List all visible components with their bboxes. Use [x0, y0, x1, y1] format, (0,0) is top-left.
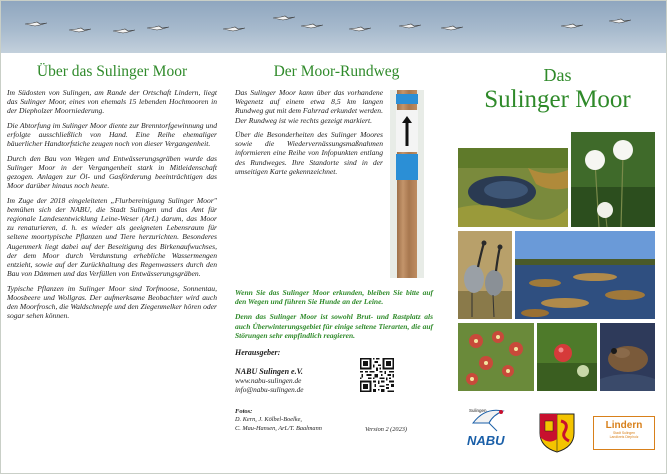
stay-on-paths-note: Wenn Sie das Sulinger Moor erkunden, bleiben Sie bitte auf den Wegen und führen Sie Hunde an der Leine.: [235, 288, 433, 307]
nabu-logo-subtext: Sulingen: [469, 408, 487, 413]
crane-icon: [441, 25, 463, 31]
publisher-block: [235, 348, 444, 433]
about-paragraph: Durch den Bau von Wegen und Entwässerungsgräben wurde das Sulinger Moor in der Vergangenheit stark in Mitleidenschaft gezogen. Anlagen zur Öl- und Gasförderung beeinträchtigen das Moor darüber hinaus noch heute.: [7, 153, 217, 191]
crane-icon: [69, 27, 91, 33]
about-paragraph: Im Südosten von Sulingen, am Rande der Ortschaft Lindern, liegt das Sulinger Moor, eines von ehemals 15 lebenden Hochmooren in der Diepholzer Moorniederung.: [7, 88, 217, 116]
photo-credit-line: C. Mau-Hansen, ArL/T. Baalmann: [235, 425, 322, 433]
photo-credit-line: D. Kern, J. Kölbel-Boelke,: [235, 416, 302, 424]
photos-label: Fotos:: [235, 408, 253, 416]
version-label: Version 2 (2023): [365, 426, 407, 434]
crane-icon: [561, 23, 583, 29]
trail-paragraph: Über die Besonderheiten des Sulinger Moores sowie die Wiedervernässungsmaßnahmen informieren eine Reihe von Infopunkten entlang des Rundweges. Ihre Standorte sind in der umseitigen Karte gekennzeichnet.: [235, 130, 383, 176]
trail-column: [229, 59, 444, 433]
breeding-area-note: Denn das Sulinger Moor ist sowohl Brut- und Rastplatz als auch Überwinterungsgebiet für einige seltene Tierarten, die auf Störungen sehr empfindlich reagieren.: [235, 312, 433, 340]
cover-title: Sulinger Moor: [484, 86, 631, 113]
trail-paragraph: Das Sulinger Moor kann über das vorhandene Wegenetz auf einem etwa 8,5 km langen Rundweg gut mit dem Fahrrad erkundet werden. Der Rundweg ist wie rechts gezeigt markiert.: [235, 88, 383, 125]
cranes-photo: [458, 231, 512, 319]
frog-photo: [600, 323, 655, 391]
cover-title-small: Das: [543, 65, 572, 85]
nabu-logo-text: NABU: [467, 433, 505, 448]
trail-intro: [229, 88, 444, 288]
cranberry-photo: [537, 323, 597, 391]
cover-column: [451, 59, 664, 114]
crane-icon: [301, 23, 323, 29]
about-paragraph: Typische Pflanzen im Sulinger Moor sind Torfmoose, Sonnentau, Moosbeere und Wollgras. Der aufmerksame Beobachter wird auch den Moorfrosch, die Waldschnepfe und den Ziegenmelker hören oder sogar sehen können.: [7, 283, 217, 321]
crane-icon: [273, 15, 295, 21]
lindern-logo-text: Lindern: [605, 420, 643, 431]
lindern-logo-subtext: Stadt Sulingen: [612, 431, 636, 435]
crane-icon: [609, 18, 631, 24]
nabu-logo: [463, 405, 513, 451]
crane-icon: [25, 21, 47, 27]
qr-code: [360, 358, 394, 392]
sundew-photo: [458, 323, 534, 391]
crane-icon: [113, 28, 135, 34]
crane-icon: [223, 26, 245, 32]
publisher-org: NABU Sulingen e.V.: [235, 367, 303, 377]
trail-marker-post-photo: [390, 90, 424, 278]
publisher-email[interactable]: info@nabu-sulingen.de: [235, 385, 304, 395]
trail-heading: Der Moor-Rundweg: [273, 63, 400, 80]
publisher-website[interactable]: www.nabu-sulingen.de: [235, 376, 302, 386]
lindern-logo: [593, 416, 655, 450]
publisher-label: Herausgeber:: [235, 348, 281, 358]
sky-banner-with-cranes: [1, 1, 667, 53]
about-paragraph: Die Abtorfung im Sulinger Moor diente zur Brenntorfgewinnung und erfolgte ausschließlich von Hand. Eine Reihe ehemaliger bäuerlicher Handtorfstiche zeugen noch von dieser Vergangenheit.: [7, 120, 217, 149]
about-paragraph: Im Zuge der 2018 eingeleiteten „Flurbereinigung Sulinger Moor" bemühen sich der NABU, die Stadt Sulingen und das Amt für regionale Landesentwicklung Leine-Weser (ArL) darum, das Moor zu renaturieren, d. h. es wieder als geeigneten Lebensraum für seltene moortypische Pflanzen und Tiere herzurichten. Besonderes Augenmerk liegt dabei auf der Beseitigung des Birkenaufwuchses, der dem Moor durch Verdunstung erhebliche Wassermengen entzieht, sowie auf der Zurückhaltung des Regenwassers durch den Bau von Dämmen und das Verfüllen von Entwässerungsgräben.: [7, 195, 217, 279]
lindern-logo-subtext: Landkreis Diepholz: [609, 435, 639, 439]
crane-icon: [349, 26, 371, 32]
about-heading: Über das Sulinger Moor: [36, 63, 188, 80]
sulingen-crest-icon: [537, 411, 577, 453]
crane-icon: [147, 25, 169, 31]
rewetted-moor-photo: [515, 231, 655, 319]
about-column: [7, 59, 217, 326]
cotton-grass-photo: [571, 132, 655, 227]
crane-icon: [399, 23, 421, 29]
bog-pool-photo: [458, 148, 568, 227]
